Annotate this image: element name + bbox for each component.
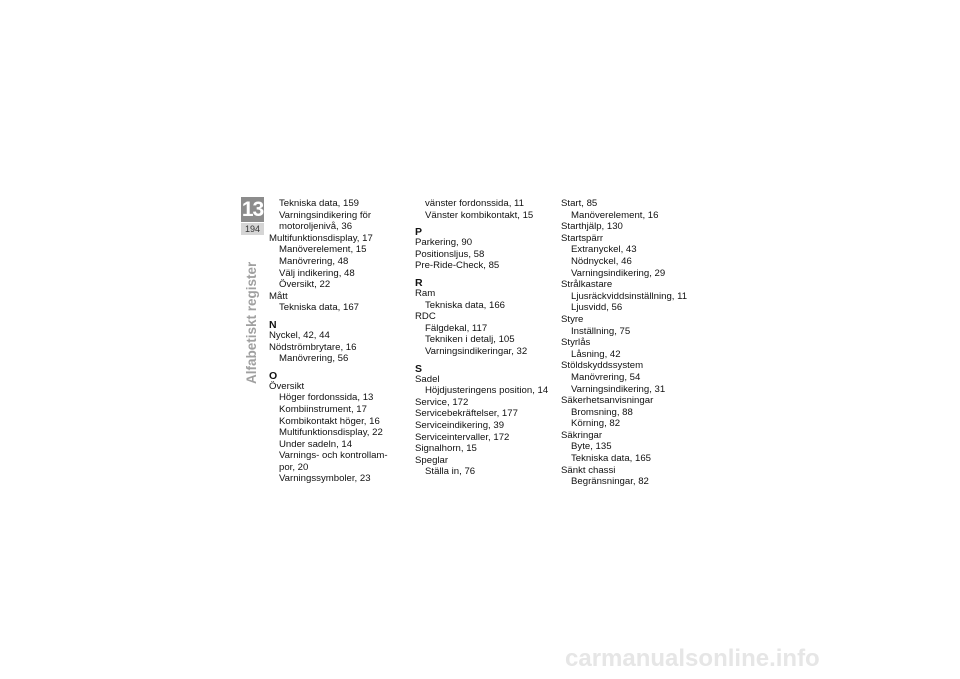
index-subentry: por, 20	[279, 461, 309, 473]
index-subentry: Ljusvidd, 56	[571, 302, 623, 314]
index-subentry: Körning, 82	[571, 418, 621, 430]
index-entry: Sänkt chassi	[561, 464, 616, 476]
index-subentry: Kombiinstrument, 17	[279, 403, 367, 415]
index-subentry: Ljusräckviddsinställning, 11	[571, 290, 688, 302]
index-entry: Pre-Ride-Check, 85	[415, 260, 500, 272]
index-subentry: Under sadeln, 14	[279, 438, 353, 450]
index-entry: Styrlås	[561, 337, 591, 349]
index-subentry: Fälgdekal, 117	[425, 322, 488, 334]
index-entry: Start, 85	[561, 198, 598, 209]
index-subentry: Kombikontakt höger, 16	[279, 415, 380, 427]
index-subentry: Välj indikering, 48	[279, 267, 355, 279]
index-entry: Strålkastare	[561, 279, 613, 291]
index-subentry: Extranyckel, 43	[571, 244, 637, 256]
chapter-tab	[241, 197, 264, 235]
index-subentry: Varningsindikeringar, 32	[425, 345, 528, 357]
index-subentry: Tekniken i detalj, 105	[425, 334, 515, 346]
section-title: Alfabetiskt register	[244, 261, 259, 384]
index-entry: Servicebekräftelser, 177	[415, 408, 518, 420]
index-subentry: Tekniska data, 159	[279, 198, 360, 209]
index-entry: Speglar	[415, 454, 449, 466]
index-subentry: Tekniska data, 167	[279, 302, 360, 314]
index-subentry: Höjdjusteringens position, 14	[425, 385, 549, 397]
index-entry: Ram	[415, 287, 436, 299]
index-subentry: Inställning, 75	[571, 325, 631, 337]
index-subentry: Manövrering, 56	[279, 353, 349, 365]
index-entry: RDC	[415, 311, 436, 323]
index-subentry: Låsning, 42	[571, 348, 621, 360]
index-entry: Signalhorn, 15	[415, 443, 477, 455]
index-entry: Starthjälp, 130	[561, 221, 623, 233]
index-entry: Serviceintervaller, 172	[415, 431, 510, 443]
index-letter-heading: R	[415, 276, 423, 289]
index-subentry: Varningsindikering för	[279, 209, 372, 221]
index-entry: Säkerhetsanvisningar	[561, 395, 654, 407]
index-subentry: Manöverelement, 16	[571, 209, 659, 221]
index-entry: Multifunktionsdisplay, 17	[269, 232, 373, 244]
index-letter-heading: N	[269, 318, 277, 331]
index-subentry: Manöverelement, 15	[279, 244, 367, 256]
index-entry: Översikt	[269, 380, 305, 392]
index-subentry: Byte, 135	[571, 441, 612, 453]
index-entry: Mått	[269, 290, 288, 302]
index-subentry: Begränsningar, 82	[571, 476, 649, 488]
index-entry: Positionsljus, 58	[415, 248, 485, 260]
index-column-2	[415, 198, 550, 478]
index-entry: Nyckel, 42, 44	[269, 329, 330, 341]
index-subentry: Varnings- och kontrollam-	[279, 450, 388, 462]
index-entry: Nödströmbrytare, 16	[269, 341, 357, 353]
index-subentry: Varningsindikering, 29	[571, 267, 666, 279]
index-entry: Serviceindikering, 39	[415, 419, 505, 431]
index-subentry: Översikt, 22	[279, 279, 331, 291]
index-entry: Säkringar	[561, 429, 603, 441]
index-subentry: vänster fordonssida, 11	[425, 198, 525, 209]
watermark-text: carmanualsonline.info	[565, 645, 820, 672]
index-subentry: Manövrering, 54	[571, 371, 641, 383]
index-subentry: Nödnyckel, 46	[571, 255, 632, 267]
index-subentry: Vänster kombikontakt, 15	[425, 209, 534, 221]
index-entry: Service, 172	[415, 396, 469, 408]
index-entry: Sadel	[415, 373, 440, 385]
index-entry: Stöldskyddssystem	[561, 360, 644, 372]
index-subentry: Tekniska data, 165	[571, 453, 652, 465]
index-letter-heading: P	[415, 226, 423, 239]
index-subentry: Multifunktionsdisplay, 22	[279, 427, 383, 439]
index-entry: Styre	[561, 313, 584, 325]
index-subentry: Varningssymboler, 23	[279, 473, 371, 485]
index-subentry: motoroljenivå, 36	[279, 221, 353, 233]
page-number: 194	[241, 223, 264, 235]
index-column-1	[269, 198, 399, 485]
index-subentry: Ställa in, 76	[425, 466, 476, 478]
index-letter-heading: S	[415, 362, 423, 375]
index-entry: Startspärr	[561, 232, 604, 244]
index-letter-heading: O	[269, 369, 278, 382]
index-column-3	[561, 198, 696, 488]
index-subentry: Varningsindikering, 31	[571, 383, 666, 395]
index-entry: Parkering, 90	[415, 237, 473, 249]
index-subentry: Bromsning, 88	[571, 406, 633, 418]
index-subentry: Manövrering, 48	[279, 255, 349, 267]
chapter-number: 13	[241, 198, 264, 221]
index-subentry: Tekniska data, 166	[425, 299, 506, 311]
index-subentry: Höger fordonssida, 13	[279, 392, 374, 404]
